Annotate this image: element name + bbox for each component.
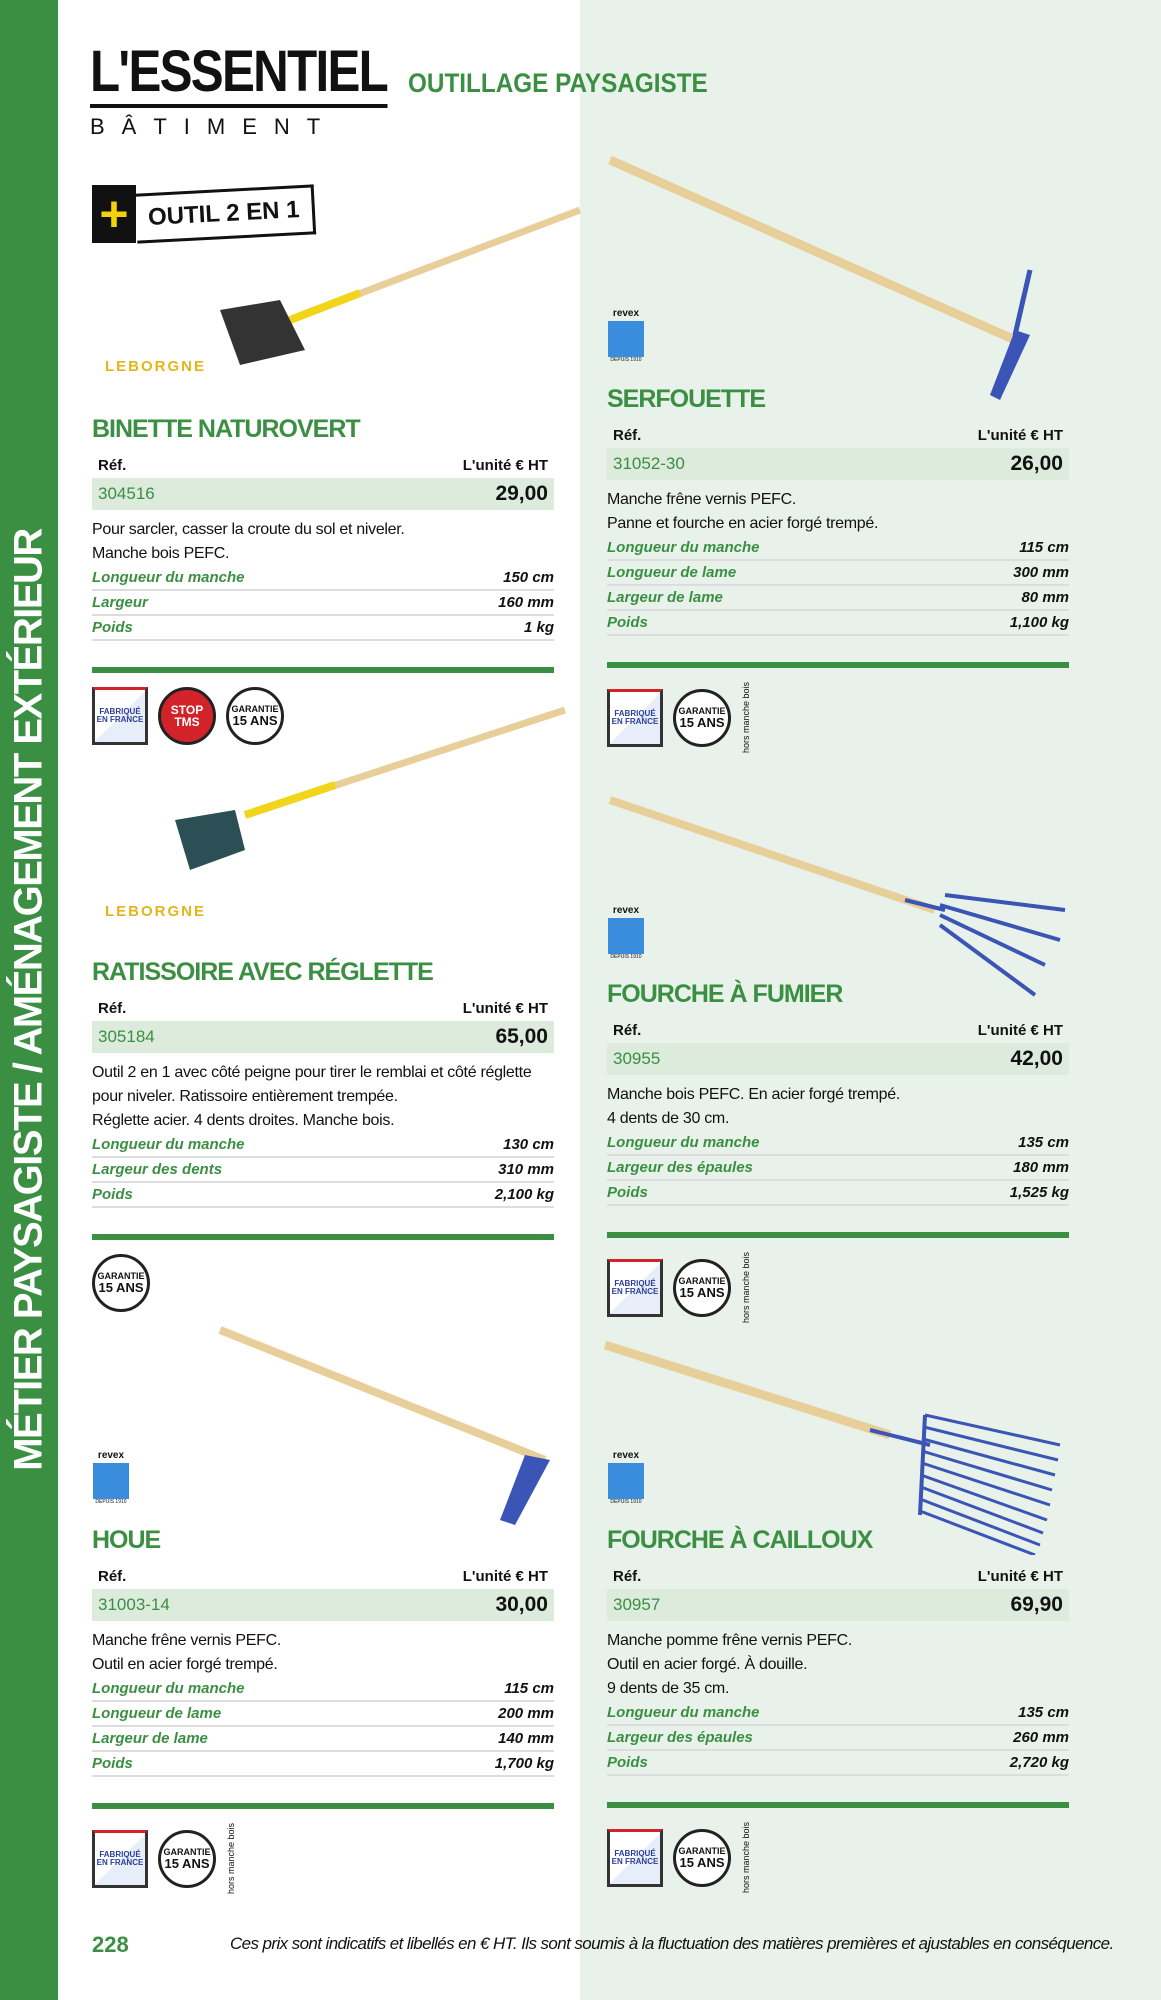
spec-label: Largeur des dents — [92, 1161, 223, 1178]
product-price: 42,00 — [1010, 1047, 1063, 1070]
badges — [607, 1252, 1069, 1323]
spec-value: 150 cm — [503, 569, 554, 586]
product-ref: 31052-30 — [613, 454, 685, 473]
warranty-label: GARANTIE — [678, 1275, 726, 1286]
product-title: RATISSOIRE AVEC RÉGLETTE — [92, 958, 433, 986]
product-title: SERFOUETTE — [607, 385, 766, 413]
description-line: pour niveler. Ratissoire entièrement trempée. — [92, 1088, 398, 1105]
revex-name: revex — [612, 1450, 640, 1461]
spec-value: 260 mm — [1013, 1729, 1069, 1746]
hors-manche-note: hors manche bois — [226, 1823, 236, 1895]
product-title: BINETTE NATUROVERT — [92, 415, 360, 443]
plus-icon: + — [92, 185, 136, 243]
spec-value: 140 mm — [498, 1730, 554, 1747]
ref-row — [607, 448, 1069, 480]
description-line: 4 dents de 30 cm. — [607, 1110, 730, 1127]
spec-label: Longueur du manche — [92, 1136, 245, 1153]
product-price: 30,00 — [495, 1593, 548, 1616]
spec-label: Longueur du manche — [607, 1704, 760, 1721]
description-line: Outil en acier forgé. À douille. — [607, 1656, 808, 1673]
section-title: OUTILLAGE PAYSAGISTE — [408, 68, 708, 98]
product-price: 65,00 — [495, 1025, 548, 1048]
spec-label: Largeur des épaules — [607, 1159, 753, 1176]
description-line: Manche pomme frêne vernis PEFC. — [607, 1632, 853, 1649]
spec-value: 200 mm — [498, 1705, 554, 1722]
spec-value: 1,700 kg — [494, 1755, 554, 1772]
stop-text: STOP — [170, 703, 204, 717]
divider — [92, 667, 554, 673]
warranty-badge — [673, 689, 731, 747]
price-header — [92, 1564, 554, 1589]
divider — [607, 1802, 1069, 1808]
ref-row — [92, 1589, 554, 1621]
revex-name: revex — [97, 1450, 125, 1461]
product-description — [92, 1629, 554, 1677]
spec-value: 130 cm — [503, 1136, 554, 1153]
spec-row — [607, 1131, 1069, 1156]
spec-label: Poids — [607, 614, 648, 631]
houe-image — [215, 1320, 555, 1530]
description-line: Panne et fourche en acier forgé trempé. — [607, 515, 879, 532]
spec-label: Poids — [92, 1755, 133, 1772]
spec-value: 1 kg — [523, 619, 554, 636]
made-in-france-badge: FABRIQUÉ EN FRANCE — [92, 687, 148, 745]
spec-row — [92, 616, 554, 641]
spec-row — [92, 1752, 554, 1777]
price-header — [607, 1564, 1069, 1589]
brand-logo — [90, 40, 440, 140]
spec-row — [92, 1702, 554, 1727]
ref-label: Réf. — [613, 427, 642, 444]
product-price: 26,00 — [1010, 452, 1063, 475]
ref-row — [92, 478, 554, 510]
spec-value: 80 mm — [1021, 589, 1069, 606]
product-price: 29,00 — [495, 482, 548, 505]
made-in-france-badge: FABRIQUÉ EN FRANCE — [607, 1829, 663, 1887]
spec-row — [607, 611, 1069, 636]
hors-manche-note: hors manche bois — [741, 682, 751, 754]
sidebar-category-text: MÉTIER PAYSAGISTE / AMÉNAGEMENT EXTÉRIEUR — [6, 529, 51, 1471]
revex-sub: DEPUIS 1910 — [95, 1499, 127, 1505]
spec-label: Longueur du manche — [92, 569, 245, 586]
spec-value: 2,720 kg — [1009, 1754, 1069, 1771]
promo-label: OUTIL 2 EN 1 — [135, 184, 316, 243]
product-description — [607, 1629, 1069, 1701]
product-ref: 30955 — [613, 1049, 661, 1068]
spec-label: Longueur du manche — [607, 1134, 760, 1151]
spec-row — [607, 586, 1069, 611]
product-card — [607, 1526, 1069, 1893]
product-description — [92, 518, 554, 566]
spec-row — [607, 1181, 1069, 1206]
badges — [92, 687, 554, 745]
spec-label: Largeur de lame — [607, 589, 723, 606]
product-title: HOUE — [92, 1526, 161, 1554]
spec-row — [92, 1183, 554, 1208]
product-card — [92, 415, 554, 745]
warranty-label: GARANTIE — [97, 1271, 145, 1281]
price-header — [607, 423, 1069, 448]
product-card — [607, 385, 1069, 753]
revex-logo — [92, 1450, 130, 1505]
spec-row — [607, 1751, 1069, 1776]
divider — [607, 1232, 1069, 1238]
product-price: 69,90 — [1010, 1593, 1063, 1616]
price-header — [607, 1018, 1069, 1043]
page-number: 228 — [92, 1932, 129, 1957]
spec-value: 180 mm — [1013, 1159, 1069, 1176]
spec-value: 300 mm — [1013, 564, 1069, 581]
description-line: Réglette acier. 4 dents droites. Manche bois. — [92, 1112, 395, 1129]
sidebar-strip — [0, 0, 58, 2000]
product-description — [607, 488, 1069, 536]
revex-sub: DEPUIS 1910 — [610, 1499, 642, 1505]
unit-price-label: L'unité € HT — [462, 1568, 548, 1585]
description-line: Manche bois PEFC. — [92, 545, 230, 562]
spec-row — [92, 591, 554, 616]
warranty-label: GARANTIE — [231, 704, 279, 714]
spec-value: 135 cm — [1018, 1704, 1069, 1721]
spec-label: Largeur — [92, 594, 148, 611]
spec-row — [607, 1156, 1069, 1181]
ref-label: Réf. — [98, 1568, 127, 1585]
product-card — [92, 958, 554, 1312]
description-line: Manche frêne vernis PEFC. — [92, 1632, 282, 1649]
product-ref: 30957 — [613, 1595, 661, 1614]
description-line: Outil 2 en 1 avec côté peigne pour tirer le remblai et côté réglette — [92, 1064, 532, 1081]
warranty-badge — [158, 1830, 216, 1888]
ref-row — [92, 1021, 554, 1053]
warranty-label: GARANTIE — [678, 1845, 726, 1856]
revex-name: revex — [612, 308, 640, 319]
leborgne-logo: LEBORGNE — [105, 903, 207, 920]
made-in-france-badge: FABRIQUÉ EN FRANCE — [607, 689, 663, 747]
spec-row — [607, 1726, 1069, 1751]
product-title: FOURCHE À CAILLOUX — [607, 1526, 873, 1554]
divider — [92, 1234, 554, 1240]
unit-price-label: L'unité € HT — [977, 1022, 1063, 1039]
unit-price-label: L'unité € HT — [462, 457, 548, 474]
warranty-badge — [673, 1829, 731, 1887]
spec-row — [607, 1701, 1069, 1726]
product-card — [92, 1526, 554, 1894]
spec-label: Longueur du manche — [607, 539, 760, 556]
warranty-years: 15 ANS — [98, 1280, 144, 1295]
product-title: FOURCHE À FUMIER — [607, 980, 843, 1008]
ref-label: Réf. — [613, 1022, 642, 1039]
spec-row — [92, 1158, 554, 1183]
unit-price-label: L'unité € HT — [977, 1568, 1063, 1585]
description-line: 9 dents de 35 cm. — [607, 1680, 730, 1697]
fourche-cailloux-image — [600, 1335, 1070, 1555]
made-in-france-badge: FABRIQUÉ EN FRANCE — [92, 1830, 148, 1888]
spec-label: Longueur de lame — [92, 1705, 222, 1722]
revex-name: revex — [612, 905, 640, 916]
spec-label: Poids — [92, 619, 133, 636]
spec-value: 2,100 kg — [494, 1186, 554, 1203]
warranty-badge — [92, 1254, 150, 1312]
warranty-years: 15 ANS — [164, 1855, 210, 1871]
serfouette-image — [605, 155, 1045, 405]
unit-price-label: L'unité € HT — [462, 1000, 548, 1017]
product-card — [607, 980, 1069, 1323]
ref-row — [607, 1589, 1069, 1621]
spec-label: Poids — [607, 1184, 648, 1201]
spec-row — [92, 1677, 554, 1702]
spec-value: 160 mm — [498, 594, 554, 611]
spec-row — [92, 1727, 554, 1752]
made-in-france-badge: FABRIQUÉ EN FRANCE — [607, 1259, 663, 1317]
spec-label: Poids — [92, 1186, 133, 1203]
ref-label: Réf. — [613, 1568, 642, 1585]
warranty-label: GARANTIE — [163, 1846, 211, 1857]
stop-tms-badge — [158, 687, 216, 745]
product-ref: 31003-14 — [98, 1595, 170, 1614]
spec-value: 115 cm — [1019, 539, 1069, 556]
revex-sub: DEPUIS 1910 — [610, 954, 642, 960]
spec-row — [92, 566, 554, 591]
spec-value: 1,100 kg — [1009, 614, 1069, 631]
price-header — [92, 453, 554, 478]
spec-row — [607, 536, 1069, 561]
spec-label: Poids — [607, 1754, 648, 1771]
ref-row — [607, 1043, 1069, 1075]
product-ref: 304516 — [98, 484, 155, 503]
spec-value: 1,525 kg — [1009, 1184, 1069, 1201]
hors-manche-note: hors manche bois — [741, 1822, 751, 1894]
warranty-years: 15 ANS — [679, 1854, 725, 1870]
badges — [607, 1822, 1069, 1893]
description-line: Outil en acier forgé trempé. — [92, 1656, 278, 1673]
warranty-years: 15 ANS — [679, 714, 725, 730]
logo-sub: BÂTIMENT — [90, 114, 338, 139]
warranty-label: GARANTIE — [678, 705, 726, 716]
badges — [607, 682, 1069, 753]
product-ref: 305184 — [98, 1027, 155, 1046]
spec-value: 310 mm — [498, 1161, 554, 1178]
fourche-fumier-image — [605, 790, 1075, 1010]
badges — [92, 1823, 554, 1894]
leborgne-logo: LEBORGNE — [105, 358, 207, 375]
price-header — [92, 996, 554, 1021]
hors-manche-note: hors manche bois — [741, 1252, 751, 1324]
badges — [92, 1254, 554, 1312]
ref-label: Réf. — [98, 1000, 127, 1017]
spec-label: Longueur de lame — [607, 564, 737, 581]
logo-main: L'ESSENTIEL — [90, 40, 387, 108]
divider — [92, 1803, 554, 1809]
binette-image — [210, 200, 590, 380]
product-description — [607, 1083, 1069, 1131]
spec-value: 135 cm — [1018, 1134, 1069, 1151]
ref-label: Réf. — [98, 457, 127, 474]
description-line: Manche bois PEFC. En acier forgé trempé. — [607, 1086, 901, 1103]
product-description — [92, 1061, 554, 1133]
spec-row — [92, 1133, 554, 1158]
spec-row — [607, 561, 1069, 586]
warranty-years: 15 ANS — [232, 713, 278, 728]
warranty-badge — [673, 1259, 731, 1317]
unit-price-label: L'unité € HT — [977, 427, 1063, 444]
spec-label: Largeur de lame — [92, 1730, 208, 1747]
description-line: Pour sarcler, casser la croute du sol et niveler. — [92, 521, 405, 538]
spec-label: Longueur du manche — [92, 1680, 245, 1697]
divider — [607, 662, 1069, 668]
spec-label: Largeur des épaules — [607, 1729, 753, 1746]
warranty-badge — [226, 687, 284, 745]
spec-value: 115 cm — [504, 1680, 554, 1697]
revex-sub: DEPUIS 1910 — [610, 357, 642, 363]
warranty-years: 15 ANS — [679, 1284, 725, 1300]
footer-note: Ces prix sont indicatifs et libellés en € HT. Ils sont soumis à la fluctuation des matières premières et ajustables en conséquence. — [230, 1934, 1114, 1953]
tms-text: TMS — [174, 715, 200, 729]
description-line: Manche frêne vernis PEFC. — [607, 491, 797, 508]
